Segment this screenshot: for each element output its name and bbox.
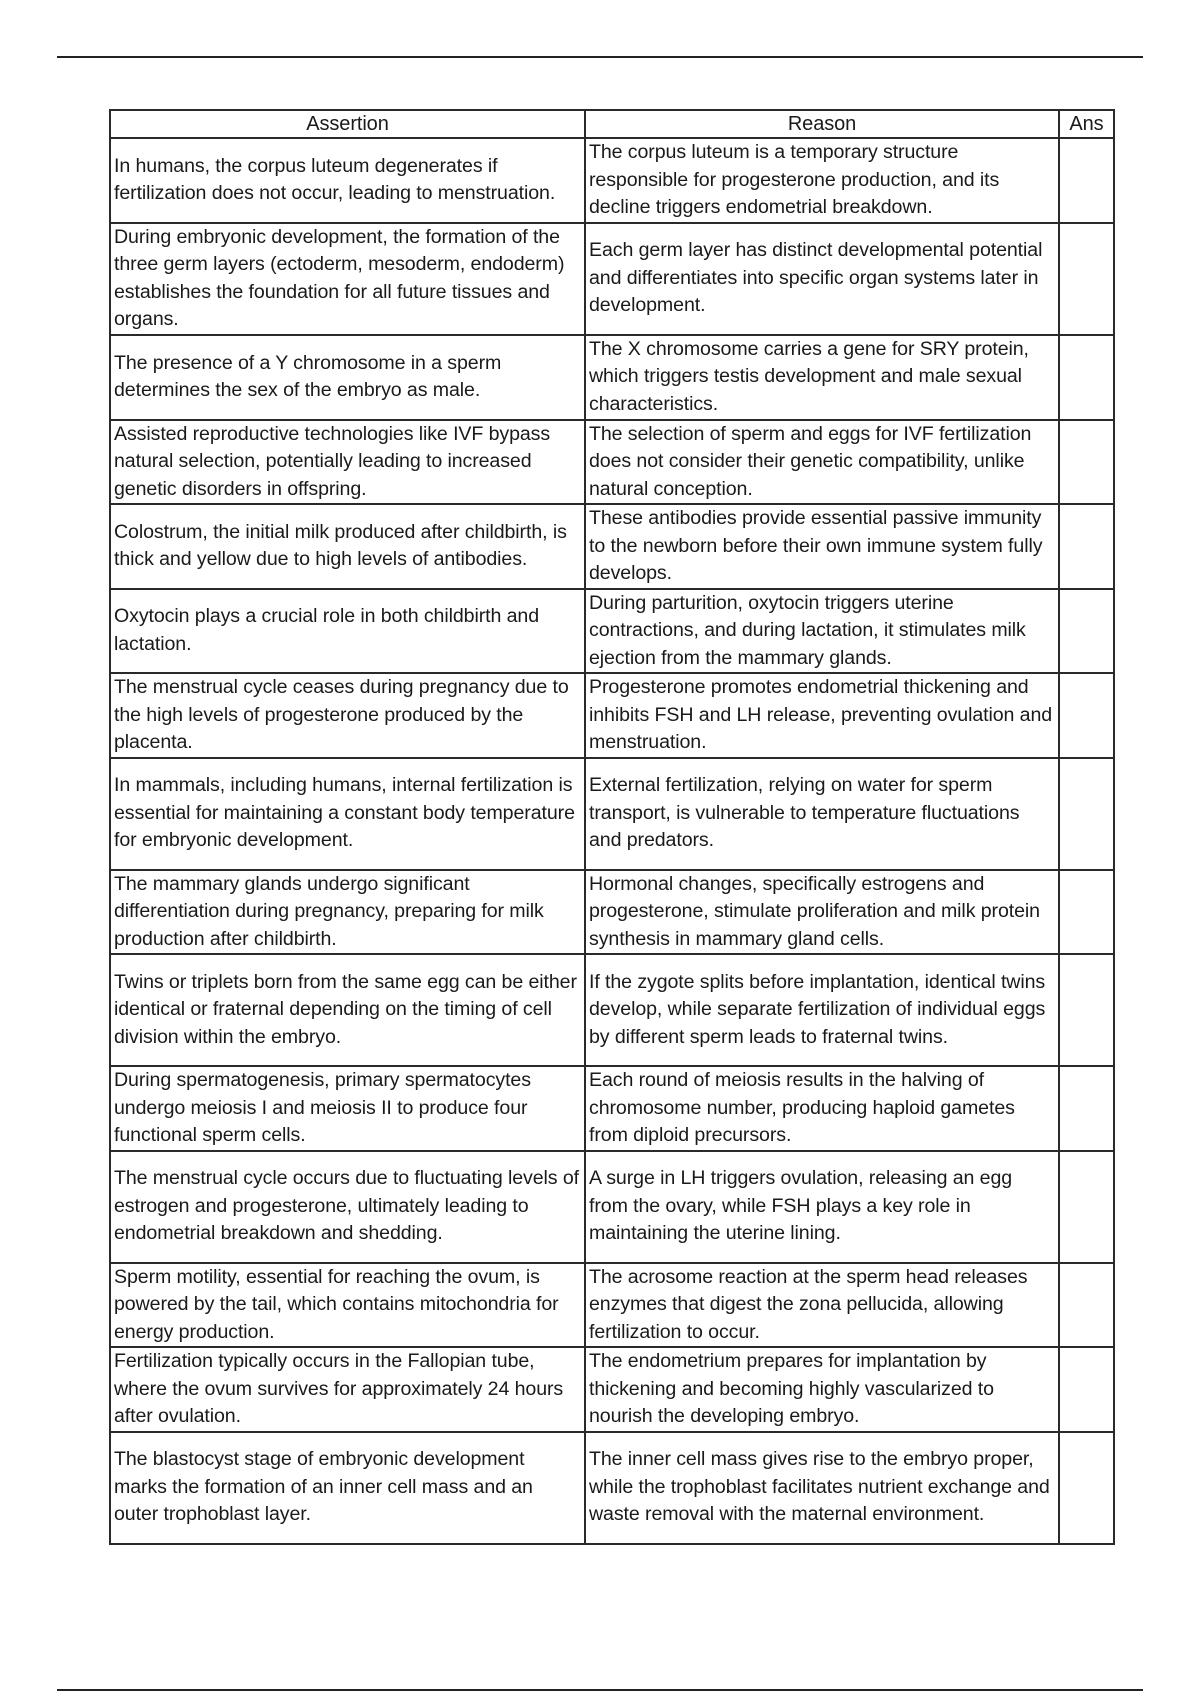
- assertion-cell: During embryonic development, the formation of the three germ layers (ectoderm, mesoderm, endoderm) establishes the foundation for all future tissues and organs.: [110, 223, 585, 335]
- table-row: [110, 1347, 1114, 1432]
- reason-cell: The X chromosome carries a gene for SRY protein, which triggers testis development and male sexual characteristics.: [585, 335, 1059, 420]
- answer-cell[interactable]: [1059, 870, 1114, 955]
- reason-cell: If the zygote splits before implantation, identical twins develop, while separate fertilization of individual eggs by different sperm leads to fraternal twins.: [585, 954, 1059, 1066]
- answer-cell[interactable]: [1059, 954, 1114, 1066]
- answer-cell[interactable]: [1059, 223, 1114, 335]
- table-row: [110, 1066, 1114, 1151]
- table-row: [110, 1263, 1114, 1348]
- table-row: [110, 335, 1114, 420]
- reason-cell: Each round of meiosis results in the halving of chromosome number, producing haploid gametes from diploid precursors.: [585, 1066, 1059, 1151]
- table-row: [110, 223, 1114, 335]
- answer-cell[interactable]: [1059, 589, 1114, 674]
- table-row: [110, 673, 1114, 758]
- header-reason: Reason: [585, 110, 1059, 138]
- table-row: [110, 870, 1114, 955]
- header-ans: Ans: [1059, 110, 1114, 138]
- answer-cell[interactable]: [1059, 1347, 1114, 1432]
- table-row: [110, 954, 1114, 1066]
- answer-cell[interactable]: [1059, 1066, 1114, 1151]
- assertion-cell: Assisted reproductive technologies like IVF bypass natural selection, potentially leading to increased genetic disorders in offspring.: [110, 420, 585, 505]
- header-assertion: Assertion: [110, 110, 585, 138]
- answer-cell[interactable]: [1059, 138, 1114, 223]
- assertion-cell: In humans, the corpus luteum degenerates if fertilization does not occur, leading to menstruation.: [110, 138, 585, 223]
- table-row: [110, 420, 1114, 505]
- reason-cell: The selection of sperm and eggs for IVF fertilization does not consider their genetic compatibility, unlike natural conception.: [585, 420, 1059, 505]
- answer-cell[interactable]: [1059, 420, 1114, 505]
- reason-cell: Each germ layer has distinct developmental potential and differentiates into specific organ systems later in development.: [585, 223, 1059, 335]
- answer-cell[interactable]: [1059, 673, 1114, 758]
- assertion-cell: The blastocyst stage of embryonic development marks the formation of an inner cell mass and an outer trophoblast layer.: [110, 1432, 585, 1544]
- table-row: [110, 1151, 1114, 1263]
- reason-cell: External fertilization, relying on water for sperm transport, is vulnerable to temperature fluctuations and predators.: [585, 758, 1059, 870]
- assertion-cell: The mammary glands undergo significant differentiation during pregnancy, preparing for milk production after childbirth.: [110, 870, 585, 955]
- reason-cell: The corpus luteum is a temporary structure responsible for progesterone production, and its decline triggers endometrial breakdown.: [585, 138, 1059, 223]
- answer-cell[interactable]: [1059, 1263, 1114, 1348]
- table-row: [110, 504, 1114, 589]
- assertion-cell: Fertilization typically occurs in the Fallopian tube, where the ovum survives for approximately 24 hours after ovulation.: [110, 1347, 585, 1432]
- reason-cell: Hormonal changes, specifically estrogens and progesterone, stimulate proliferation and milk protein synthesis in mammary gland cells.: [585, 870, 1059, 955]
- assertion-reason-table: [109, 109, 1115, 1545]
- assertion-cell: Sperm motility, essential for reaching the ovum, is powered by the tail, which contains mitochondria for energy production.: [110, 1263, 585, 1348]
- answer-cell[interactable]: [1059, 504, 1114, 589]
- reason-cell: The inner cell mass gives rise to the embryo proper, while the trophoblast facilitates nutrient exchange and waste removal with the maternal environment.: [585, 1432, 1059, 1544]
- answer-cell[interactable]: [1059, 758, 1114, 870]
- table-row: [110, 589, 1114, 674]
- reason-cell: During parturition, oxytocin triggers uterine contractions, and during lactation, it stimulates milk ejection from the mammary glands.: [585, 589, 1059, 674]
- assertion-cell: During spermatogenesis, primary spermatocytes undergo meiosis I and meiosis II to produce four functional sperm cells.: [110, 1066, 585, 1151]
- assertion-cell: The presence of a Y chromosome in a sperm determines the sex of the embryo as male.: [110, 335, 585, 420]
- reason-cell: These antibodies provide essential passive immunity to the newborn before their own immune system fully develops.: [585, 504, 1059, 589]
- assertion-cell: Twins or triplets born from the same egg can be either identical or fraternal depending on the timing of cell division within the embryo.: [110, 954, 585, 1066]
- table-header-row: [110, 110, 1114, 138]
- table-row: [110, 1432, 1114, 1544]
- table-row: [110, 138, 1114, 223]
- answer-cell[interactable]: [1059, 1151, 1114, 1263]
- assertion-cell: The menstrual cycle ceases during pregnancy due to the high levels of progesterone produced by the placenta.: [110, 673, 585, 758]
- table-row: [110, 758, 1114, 870]
- assertion-cell: Colostrum, the initial milk produced after childbirth, is thick and yellow due to high levels of antibodies.: [110, 504, 585, 589]
- answer-cell[interactable]: [1059, 335, 1114, 420]
- assertion-cell: Oxytocin plays a crucial role in both childbirth and lactation.: [110, 589, 585, 674]
- top-rule: [57, 56, 1143, 58]
- assertion-cell: In mammals, including humans, internal fertilization is essential for maintaining a constant body temperature for embryonic development.: [110, 758, 585, 870]
- assertion-cell: The menstrual cycle occurs due to fluctuating levels of estrogen and progesterone, ultimately leading to endometrial breakdown and shedding.: [110, 1151, 585, 1263]
- reason-cell: The acrosome reaction at the sperm head releases enzymes that digest the zona pellucida, allowing fertilization to occur.: [585, 1263, 1059, 1348]
- reason-cell: Progesterone promotes endometrial thickening and inhibits FSH and LH release, preventing ovulation and menstruation.: [585, 673, 1059, 758]
- reason-cell: The endometrium prepares for implantation by thickening and becoming highly vascularized to nourish the developing embryo.: [585, 1347, 1059, 1432]
- answer-cell[interactable]: [1059, 1432, 1114, 1544]
- reason-cell: A surge in LH triggers ovulation, releasing an egg from the ovary, while FSH plays a key role in maintaining the uterine lining.: [585, 1151, 1059, 1263]
- bottom-rule: [57, 1689, 1143, 1691]
